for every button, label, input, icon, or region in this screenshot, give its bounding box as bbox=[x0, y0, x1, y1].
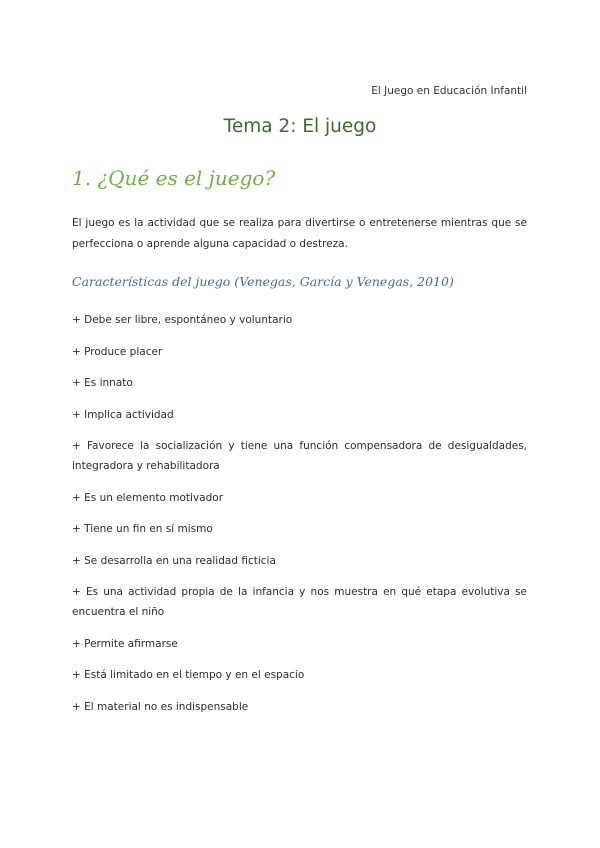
intro-paragraph: El juego es la actividad que se realiza para divertirse o entretenerse mientras que se perfecciona o aprende alguna capacidad o destreza. bbox=[72, 217, 527, 250]
list-item: + Favorece la socialización y tiene una función compensadora de desigualdades, integradora y rehabilitadora bbox=[72, 440, 527, 472]
running-header: El Juego en Educación Infantil bbox=[371, 85, 527, 97]
list-item: + Es innato bbox=[72, 377, 133, 389]
list-item: + Tiene un fin en sí mismo bbox=[72, 523, 213, 535]
page-title: Tema 2: El juego bbox=[223, 116, 377, 137]
list-item: + Debe ser libre, espontáneo y voluntario bbox=[72, 314, 293, 326]
list-item: + Permite afirmarse bbox=[72, 637, 178, 650]
list-item: + El material no es indispensable bbox=[72, 700, 249, 713]
list-item: + Se desarrolla en una realidad ficticia bbox=[72, 554, 276, 567]
list-item: + Es una actividad propia de la infancia y nos muestra en qué etapa evolutiva se encuentra el niño bbox=[72, 586, 527, 618]
subsection-heading: Características del juego (Venegas, García y Venegas, 2010) bbox=[72, 274, 454, 289]
characteristics-list bbox=[72, 310, 527, 728]
list-item: + Es un elemento motivador bbox=[72, 491, 224, 504]
list-item: + Produce placer bbox=[72, 345, 163, 358]
list-item: + Implica actividad bbox=[72, 408, 174, 421]
section-heading: 1. ¿Qué es el juego? bbox=[72, 166, 276, 190]
list-item: + Está limitado en el tiempo y en el espacio bbox=[72, 669, 305, 681]
